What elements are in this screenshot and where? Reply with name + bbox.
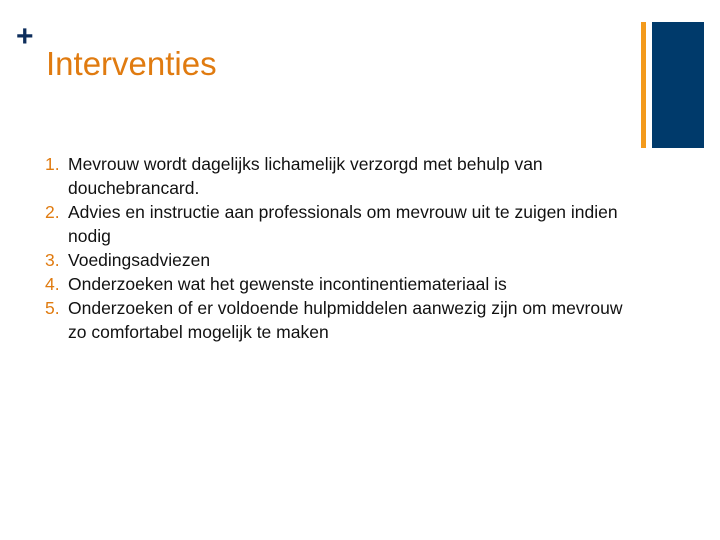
accent-bar-orange	[641, 22, 646, 148]
plus-icon: +	[16, 20, 34, 53]
list-item-number: 1.	[45, 154, 60, 174]
list-item-text: Onderzoeken wat het gewenste incontinentiemateriaal is	[68, 274, 507, 294]
list-item-number: 4.	[45, 274, 60, 294]
list-item	[45, 272, 635, 296]
list-item	[45, 248, 635, 272]
list-item	[45, 152, 635, 200]
slide-title: Interventies	[46, 45, 217, 82]
list-item-number: 2.	[45, 202, 60, 222]
accent-block-blue	[652, 22, 704, 148]
list-item-number: 3.	[45, 250, 60, 270]
list-item-text: Advies en instructie aan professionals om mevrouw uit te zuigen indien nodig	[68, 202, 618, 246]
intervention-list	[45, 152, 635, 344]
list-item-text: Onderzoeken of er voldoende hulpmiddelen aanwezig zijn om mevrouw zo comfortabel mogelijk te maken	[68, 298, 623, 342]
list-item	[45, 200, 635, 248]
list-item	[45, 296, 635, 344]
list-item-number: 5.	[45, 298, 60, 318]
list-item-text: Voedingsadviezen	[68, 250, 211, 270]
list-item-text: Mevrouw wordt dagelijks lichamelijk verzorgd met behulp van douchebrancard.	[68, 154, 543, 198]
